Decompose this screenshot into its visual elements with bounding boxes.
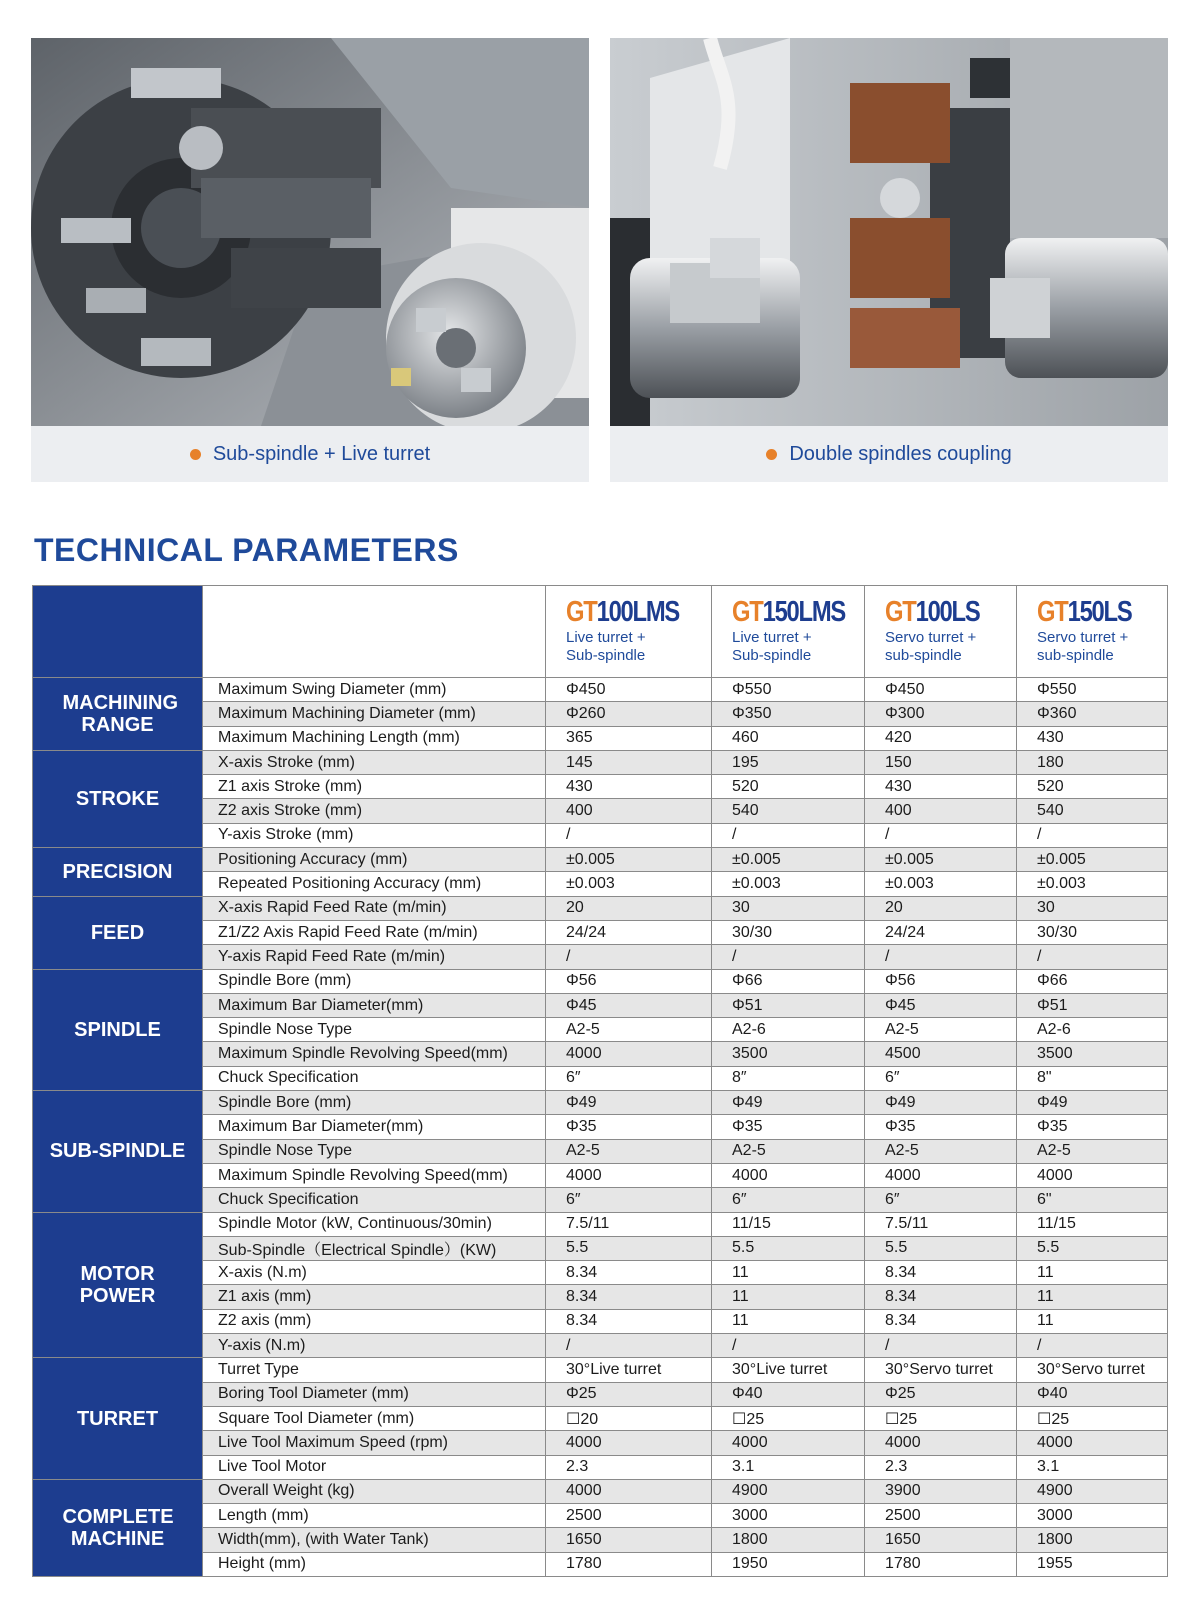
table-row — [33, 1188, 1168, 1212]
category-cell — [33, 750, 203, 847]
parameter-name-cell: Maximum Machining Length (mm) — [203, 726, 546, 750]
live-turret-illustration — [31, 38, 589, 426]
table-row — [33, 1552, 1168, 1576]
value-cell: 520 — [1017, 775, 1168, 799]
value-cell: ☐25 — [865, 1406, 1017, 1430]
category-label: SUB-SPINDLE — [49, 1140, 186, 1163]
value-cell: 430 — [865, 775, 1017, 799]
value-cell: Φ300 — [865, 702, 1017, 726]
value-cell: Φ550 — [712, 678, 865, 702]
category-cell — [33, 1358, 203, 1479]
value-cell: 8″ — [712, 1066, 865, 1090]
value-cell: 5.5 — [865, 1236, 1017, 1260]
value-cell: Φ260 — [546, 702, 712, 726]
parameter-name-cell: Z1/Z2 Axis Rapid Feed Rate (m/min) — [203, 920, 546, 944]
value-cell: 8.34 — [865, 1309, 1017, 1333]
category-label: PRECISION — [62, 860, 173, 883]
value-cell: Φ56 — [865, 969, 1017, 993]
table-row — [33, 1091, 1168, 1115]
value-cell: / — [712, 1334, 865, 1358]
value-cell: 11/15 — [1017, 1212, 1168, 1236]
value-cell: Φ49 — [546, 1091, 712, 1115]
value-cell: A2-5 — [865, 1018, 1017, 1042]
value-cell: / — [546, 945, 712, 969]
value-cell: 1650 — [865, 1528, 1017, 1552]
value-cell: 8.34 — [546, 1309, 712, 1333]
parameter-name-cell: Maximum Bar Diameter(mm) — [203, 1115, 546, 1139]
bullet-dot-icon — [190, 449, 201, 460]
parameter-name-cell: Square Tool Diameter (mm) — [203, 1406, 546, 1430]
value-cell: 1950 — [712, 1552, 865, 1576]
parameter-name-cell: Spindle Bore (mm) — [203, 1091, 546, 1115]
value-cell: 3.1 — [1017, 1455, 1168, 1479]
table-row — [33, 1406, 1168, 1430]
value-cell: Φ45 — [546, 993, 712, 1017]
parameter-name-cell: Spindle Nose Type — [203, 1018, 546, 1042]
header-parameter-blank — [203, 586, 546, 678]
value-cell: 1650 — [546, 1528, 712, 1552]
table-row — [33, 750, 1168, 774]
value-cell: 4000 — [1017, 1163, 1168, 1187]
value-cell: 540 — [1017, 799, 1168, 823]
table-row — [33, 1018, 1168, 1042]
model-name: GT150LS — [1037, 596, 1132, 628]
value-cell: 145 — [546, 750, 712, 774]
value-cell: 5.5 — [546, 1236, 712, 1260]
value-cell: 30/30 — [1017, 920, 1168, 944]
parameter-name-cell: Positioning Accuracy (mm) — [203, 848, 546, 872]
photo-caption — [610, 426, 1168, 482]
value-cell: A2-6 — [712, 1018, 865, 1042]
value-cell: 8.34 — [865, 1261, 1017, 1285]
value-cell: 8.34 — [546, 1261, 712, 1285]
model-desc-line1: Servo turret + — [1037, 629, 1129, 646]
value-cell: 30/30 — [712, 920, 865, 944]
value-cell: 520 — [712, 775, 865, 799]
category-cell — [33, 1212, 203, 1358]
value-cell: 11/15 — [712, 1212, 865, 1236]
table-row — [33, 1309, 1168, 1333]
photo-card-live-turret — [31, 38, 589, 482]
value-cell: 4900 — [1017, 1479, 1168, 1503]
value-cell: 400 — [546, 799, 712, 823]
parameter-name-cell: Height (mm) — [203, 1552, 546, 1576]
double-spindle-photo — [610, 38, 1168, 426]
value-cell: ±0.005 — [546, 848, 712, 872]
category-label: SPINDLE — [74, 1018, 161, 1041]
value-cell: / — [865, 945, 1017, 969]
value-cell: 3900 — [865, 1479, 1017, 1503]
parameter-name-cell: Maximum Spindle Revolving Speed(mm) — [203, 1042, 546, 1066]
photo-caption-text: Sub-spindle + Live turret — [212, 442, 431, 465]
parameter-name-cell: Turret Type — [203, 1358, 546, 1382]
model-header-gt150lms — [712, 586, 865, 678]
category-cell — [33, 848, 203, 897]
value-cell: 4000 — [865, 1431, 1017, 1455]
parameter-name-cell: Maximum Bar Diameter(mm) — [203, 993, 546, 1017]
value-cell: 400 — [865, 799, 1017, 823]
value-cell: Φ40 — [712, 1382, 865, 1406]
value-cell: 6″ — [865, 1066, 1017, 1090]
value-cell: ☐25 — [712, 1406, 865, 1430]
parameter-name-cell: Overall Weight (kg) — [203, 1479, 546, 1503]
value-cell: ☐20 — [546, 1406, 712, 1430]
table-row — [33, 920, 1168, 944]
table-row — [33, 1431, 1168, 1455]
value-cell: Φ56 — [546, 969, 712, 993]
value-cell: 3500 — [712, 1042, 865, 1066]
parameter-name-cell: Repeated Positioning Accuracy (mm) — [203, 872, 546, 896]
value-cell: 30°Live turret — [546, 1358, 712, 1382]
value-cell: 195 — [712, 750, 865, 774]
table-row — [33, 726, 1168, 750]
value-cell: 5.5 — [712, 1236, 865, 1260]
model-header-gt100lms — [546, 586, 712, 678]
value-cell: 8" — [1017, 1066, 1168, 1090]
model-desc-line1: Live turret + — [732, 629, 812, 646]
value-cell: Φ25 — [865, 1382, 1017, 1406]
table-row — [33, 945, 1168, 969]
value-cell: 1780 — [546, 1552, 712, 1576]
table-row — [33, 1042, 1168, 1066]
value-cell: 150 — [865, 750, 1017, 774]
parameter-name-cell: X-axis Stroke (mm) — [203, 750, 546, 774]
bullet-dot-icon — [766, 449, 777, 460]
value-cell: 20 — [546, 896, 712, 920]
model-header-gt150ls — [1017, 586, 1168, 678]
value-cell: 180 — [1017, 750, 1168, 774]
value-cell: Φ350 — [712, 702, 865, 726]
value-cell: 3000 — [1017, 1504, 1168, 1528]
value-cell: 2500 — [865, 1504, 1017, 1528]
value-cell: / — [865, 1334, 1017, 1358]
value-cell: 11 — [1017, 1309, 1168, 1333]
table-row — [33, 1382, 1168, 1406]
table-row — [33, 848, 1168, 872]
value-cell: Φ550 — [1017, 678, 1168, 702]
table-row — [33, 1455, 1168, 1479]
value-cell: 3000 — [712, 1504, 865, 1528]
parameter-name-cell: Spindle Motor (kW, Continuous/30min) — [203, 1212, 546, 1236]
value-cell: 4000 — [712, 1431, 865, 1455]
table-row — [33, 1115, 1168, 1139]
value-cell: 460 — [712, 726, 865, 750]
value-cell: 4500 — [865, 1042, 1017, 1066]
value-cell: ±0.005 — [1017, 848, 1168, 872]
value-cell: 30°Live turret — [712, 1358, 865, 1382]
value-cell: ±0.005 — [712, 848, 865, 872]
parameter-name-cell: Y-axis (N.m) — [203, 1334, 546, 1358]
value-cell: 7.5/11 — [546, 1212, 712, 1236]
value-cell: Φ51 — [712, 993, 865, 1017]
parameter-name-cell: X-axis (N.m) — [203, 1261, 546, 1285]
double-spindle-illustration — [610, 38, 1168, 426]
parameter-name-cell: Maximum Spindle Revolving Speed(mm) — [203, 1163, 546, 1187]
value-cell: 6" — [1017, 1188, 1168, 1212]
value-cell: 8.34 — [865, 1285, 1017, 1309]
value-cell: 2.3 — [865, 1455, 1017, 1479]
parameter-name-cell: Width(mm), (with Water Tank) — [203, 1528, 546, 1552]
category-label: FEED — [90, 921, 145, 944]
value-cell: 4000 — [546, 1479, 712, 1503]
category-cell — [33, 1479, 203, 1576]
value-cell: 540 — [712, 799, 865, 823]
category-label: MACHINING RANGE — [62, 691, 179, 736]
value-cell: / — [1017, 823, 1168, 847]
value-cell: 30 — [712, 896, 865, 920]
table-row — [33, 702, 1168, 726]
table-row — [33, 993, 1168, 1017]
photo-card-double-spindle — [610, 38, 1168, 482]
parameter-name-cell: Z2 axis Stroke (mm) — [203, 799, 546, 823]
category-label: TURRET — [76, 1407, 159, 1430]
category-label: STROKE — [75, 787, 160, 810]
value-cell: 4000 — [865, 1163, 1017, 1187]
value-cell: Φ51 — [1017, 993, 1168, 1017]
value-cell: 5.5 — [1017, 1236, 1168, 1260]
model-name: GT150LMS — [732, 596, 846, 628]
photo-caption-text: Double spindles coupling — [789, 442, 1012, 465]
value-cell: Φ66 — [1017, 969, 1168, 993]
value-cell: 4000 — [1017, 1431, 1168, 1455]
parameter-name-cell: Z2 axis (mm) — [203, 1309, 546, 1333]
value-cell: 1800 — [1017, 1528, 1168, 1552]
value-cell: Φ66 — [712, 969, 865, 993]
value-cell: 6″ — [712, 1188, 865, 1212]
parameter-name-cell: Z1 axis (mm) — [203, 1285, 546, 1309]
value-cell: 30°Servo turret — [865, 1358, 1017, 1382]
category-cell — [33, 896, 203, 969]
value-cell: A2-5 — [546, 1018, 712, 1042]
section-title: TECHNICAL PARAMETERS — [34, 532, 459, 568]
value-cell: 420 — [865, 726, 1017, 750]
table-row — [33, 1334, 1168, 1358]
category-cell — [33, 969, 203, 1090]
value-cell: Φ40 — [1017, 1382, 1168, 1406]
table-row — [33, 896, 1168, 920]
value-cell: 11 — [1017, 1261, 1168, 1285]
value-cell: Φ49 — [865, 1091, 1017, 1115]
parameter-name-cell: Spindle Bore (mm) — [203, 969, 546, 993]
parameter-name-cell: Boring Tool Diameter (mm) — [203, 1382, 546, 1406]
value-cell: / — [546, 1334, 712, 1358]
parameter-name-cell: Sub-Spindle（Electrical Spindle）(KW) — [203, 1236, 546, 1260]
model-desc-line2: Sub-spindle — [732, 647, 812, 664]
value-cell: / — [546, 823, 712, 847]
value-cell: 4000 — [546, 1163, 712, 1187]
value-cell: Φ49 — [712, 1091, 865, 1115]
value-cell: 430 — [1017, 726, 1168, 750]
value-cell: ±0.003 — [1017, 872, 1168, 896]
parameter-name-cell: X-axis Rapid Feed Rate (m/min) — [203, 896, 546, 920]
value-cell: Φ360 — [1017, 702, 1168, 726]
photo-caption — [31, 426, 589, 482]
value-cell: 430 — [546, 775, 712, 799]
model-desc-line2: sub-spindle — [1037, 647, 1114, 664]
value-cell: A2-6 — [1017, 1018, 1168, 1042]
value-cell: A2-5 — [712, 1139, 865, 1163]
table-row — [33, 1066, 1168, 1090]
table-row — [33, 1504, 1168, 1528]
live-turret-photo — [31, 38, 589, 426]
value-cell: / — [865, 823, 1017, 847]
value-cell: 4900 — [712, 1479, 865, 1503]
table-row — [33, 1163, 1168, 1187]
parameter-name-cell: Y-axis Stroke (mm) — [203, 823, 546, 847]
table-body — [33, 678, 1168, 1577]
table-header-row — [33, 586, 1168, 678]
value-cell: ±0.003 — [546, 872, 712, 896]
value-cell: / — [712, 823, 865, 847]
parameter-name-cell: Chuck Specification — [203, 1188, 546, 1212]
value-cell: 20 — [865, 896, 1017, 920]
table-row — [33, 872, 1168, 896]
value-cell: 6″ — [546, 1066, 712, 1090]
value-cell: 2500 — [546, 1504, 712, 1528]
model-name: GT100LMS — [566, 596, 680, 628]
parameter-name-cell: Y-axis Rapid Feed Rate (m/min) — [203, 945, 546, 969]
value-cell: 3500 — [1017, 1042, 1168, 1066]
parameter-name-cell: Length (mm) — [203, 1504, 546, 1528]
value-cell: / — [1017, 1334, 1168, 1358]
value-cell: Φ35 — [865, 1115, 1017, 1139]
category-label: MOTOR POWER — [79, 1262, 156, 1307]
value-cell: ☐25 — [1017, 1406, 1168, 1430]
value-cell: 6″ — [546, 1188, 712, 1212]
value-cell: 1780 — [865, 1552, 1017, 1576]
table-row — [33, 799, 1168, 823]
value-cell: 7.5/11 — [865, 1212, 1017, 1236]
table-row — [33, 1139, 1168, 1163]
category-label: COMPLETE MACHINE — [62, 1505, 174, 1550]
value-cell: 11 — [712, 1309, 865, 1333]
parameter-name-cell: Z1 axis Stroke (mm) — [203, 775, 546, 799]
table-row — [33, 1528, 1168, 1552]
technical-parameters-table — [32, 585, 1168, 1577]
model-name: GT100LS — [885, 596, 980, 628]
table-row — [33, 1358, 1168, 1382]
value-cell: A2-5 — [1017, 1139, 1168, 1163]
value-cell: 11 — [712, 1261, 865, 1285]
value-cell: Φ45 — [865, 993, 1017, 1017]
value-cell: 1800 — [712, 1528, 865, 1552]
parameter-name-cell: Maximum Machining Diameter (mm) — [203, 702, 546, 726]
value-cell: 365 — [546, 726, 712, 750]
value-cell: 4000 — [712, 1163, 865, 1187]
value-cell: ±0.003 — [712, 872, 865, 896]
value-cell: Φ35 — [546, 1115, 712, 1139]
value-cell: 24/24 — [546, 920, 712, 944]
value-cell: A2-5 — [865, 1139, 1017, 1163]
table-row — [33, 1236, 1168, 1260]
value-cell: 11 — [1017, 1285, 1168, 1309]
parameter-name-cell: Chuck Specification — [203, 1066, 546, 1090]
value-cell: 3.1 — [712, 1455, 865, 1479]
value-cell: 6″ — [865, 1188, 1017, 1212]
value-cell: 30 — [1017, 896, 1168, 920]
value-cell: 30°Servo turret — [1017, 1358, 1168, 1382]
value-cell: 1955 — [1017, 1552, 1168, 1576]
value-cell: Φ35 — [712, 1115, 865, 1139]
parameter-name-cell: Live Tool Motor — [203, 1455, 546, 1479]
value-cell: 11 — [712, 1285, 865, 1309]
parameter-name-cell: Spindle Nose Type — [203, 1139, 546, 1163]
value-cell: / — [1017, 945, 1168, 969]
model-header-gt100ls — [865, 586, 1017, 678]
value-cell: / — [712, 945, 865, 969]
value-cell: Φ49 — [1017, 1091, 1168, 1115]
table-row — [33, 1212, 1168, 1236]
value-cell: A2-5 — [546, 1139, 712, 1163]
table-row — [33, 1261, 1168, 1285]
value-cell: Φ25 — [546, 1382, 712, 1406]
model-desc-line2: sub-spindle — [885, 647, 962, 664]
value-cell: 4000 — [546, 1431, 712, 1455]
value-cell: 24/24 — [865, 920, 1017, 944]
category-cell — [33, 678, 203, 751]
model-desc-line1: Servo turret + — [885, 629, 977, 646]
header-category-blank — [33, 586, 203, 678]
table-row — [33, 775, 1168, 799]
model-desc-line1: Live turret + — [566, 629, 646, 646]
value-cell: 4000 — [546, 1042, 712, 1066]
value-cell: ±0.005 — [865, 848, 1017, 872]
parameter-name-cell: Maximum Swing Diameter (mm) — [203, 678, 546, 702]
value-cell: 8.34 — [546, 1285, 712, 1309]
value-cell: Φ450 — [546, 678, 712, 702]
category-cell — [33, 1091, 203, 1212]
value-cell: ±0.003 — [865, 872, 1017, 896]
table-row — [33, 969, 1168, 993]
model-desc-line2: Sub-spindle — [566, 647, 646, 664]
value-cell: Φ35 — [1017, 1115, 1168, 1139]
table-row — [33, 823, 1168, 847]
value-cell: Φ450 — [865, 678, 1017, 702]
table-row — [33, 678, 1168, 702]
parameter-name-cell: Live Tool Maximum Speed (rpm) — [203, 1431, 546, 1455]
table-row — [33, 1285, 1168, 1309]
table-row — [33, 1479, 1168, 1503]
value-cell: 2.3 — [546, 1455, 712, 1479]
